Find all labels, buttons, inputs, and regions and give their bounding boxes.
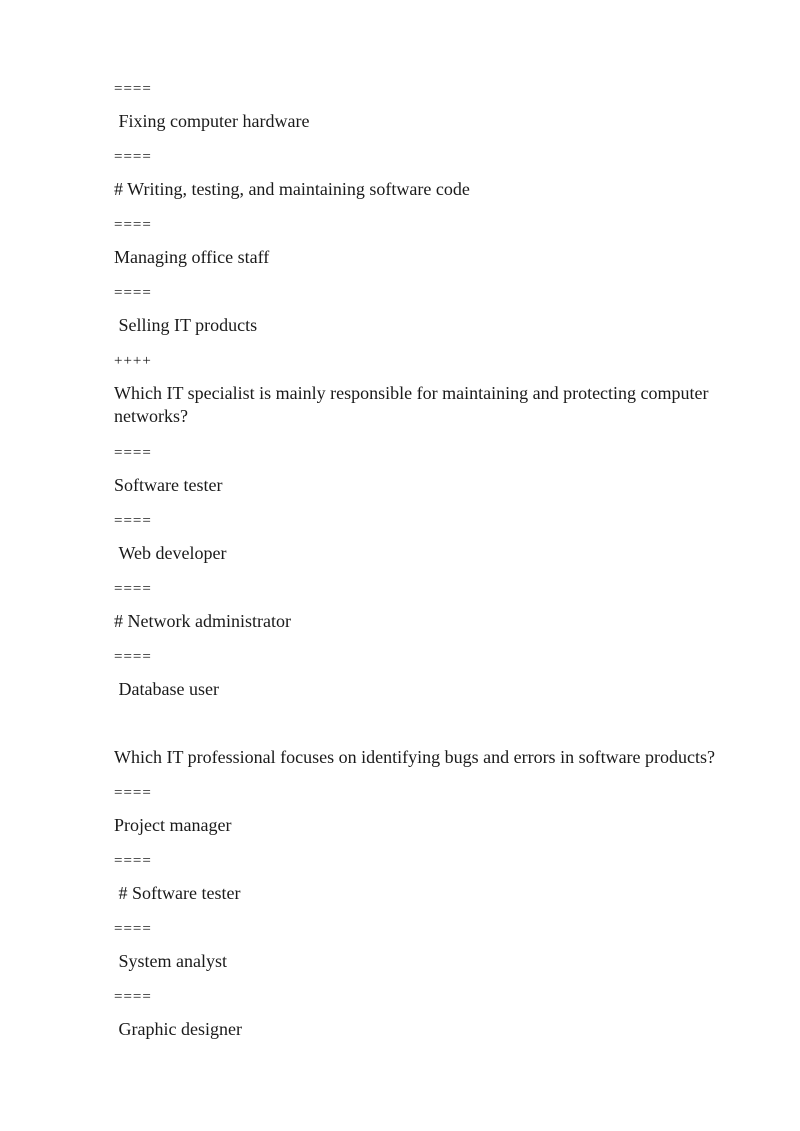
separator-line: ==== — [114, 217, 152, 233]
separator-line: ==== — [114, 149, 152, 165]
separator-line: ==== — [114, 785, 152, 801]
separator-line: ==== — [114, 921, 152, 937]
question-text: Which IT specialist is mainly responsible for maintaining and protecting computer networks? — [114, 383, 714, 426]
answer-option: Managing office staff — [114, 247, 270, 267]
separator-line: ==== — [114, 285, 152, 301]
separator-line: ==== — [114, 853, 152, 869]
answer-option: Web developer — [114, 543, 227, 563]
answer-option: Graphic designer — [114, 1019, 242, 1039]
separator-line: ==== — [114, 581, 152, 597]
answer-option: System analyst — [114, 951, 227, 971]
answer-option-correct: # Network administrator — [114, 611, 291, 631]
answer-option: Software tester — [114, 475, 223, 495]
separator-line: ==== — [114, 513, 152, 529]
answer-option: Database user — [114, 679, 219, 699]
question-text: Which IT professional focuses on identifying bugs and errors in software products? — [114, 747, 716, 767]
answer-option: Fixing computer hardware — [114, 111, 310, 131]
answer-option-correct: # Software tester — [114, 883, 241, 903]
separator-line: ==== — [114, 81, 152, 97]
separator-line: ==== — [114, 445, 152, 461]
answer-option-correct: # Writing, testing, and maintaining software code — [114, 179, 470, 199]
answer-option: Project manager — [114, 815, 232, 835]
answer-option: Selling IT products — [114, 315, 258, 335]
separator-line: ==== — [114, 989, 152, 1005]
question-separator: ++++ — [114, 353, 152, 369]
separator-line: ==== — [114, 649, 152, 665]
